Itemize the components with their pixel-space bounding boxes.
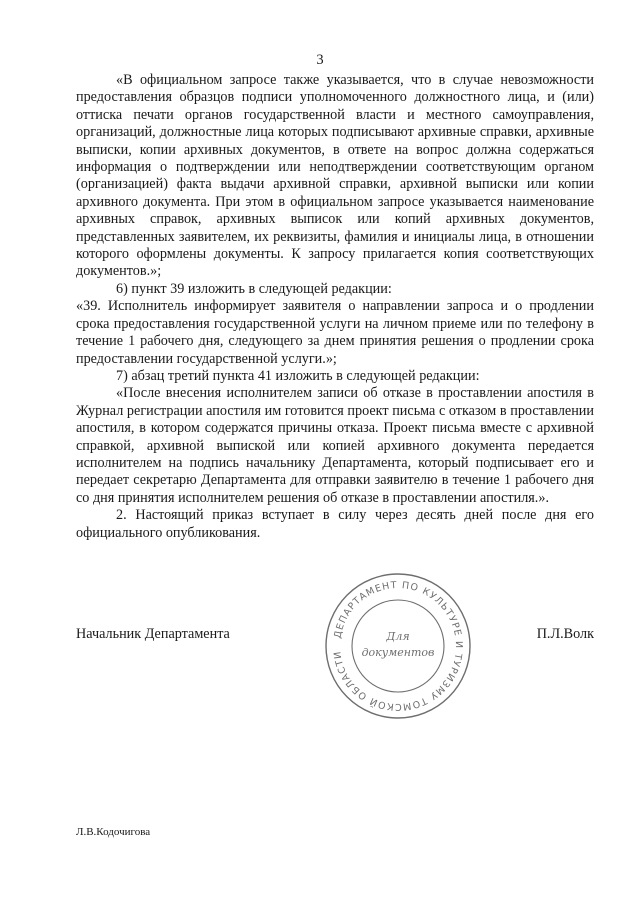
stamp-center-line-1: Для <box>386 630 410 643</box>
stamp-center-line-2: документов <box>361 646 435 659</box>
footer-author: Л.В.Кодочигова <box>76 826 151 838</box>
paragraph-official-request: «В официальном запросе также указывается, что в случае невозможности предоставления образцов подписи уполномоченного должностного лица, и (или) оттиска печати органов государственной власти и местного самоуправления, организаций, должностные лица которых подписывают архивные справки, архивные выписки, копии архивных документов, в ответе на вопрос должна содержаться информация о подтверждении или неподтверждении соответствующим органом (организацией) факта выдачи архивной справки, архивной выписки или копии архивного документа. При этом в официальном запросе указывается наименование архивных справок, архивных выписок или копий архивных документов, представленных заявителем, их реквизиты, фамилия и инициалы лица, в отношении которого оформлены документы. К запросу прилагается копия соответствующих документов.»; <box>76 72 594 280</box>
paragraph-item-7: 7) абзац третий пункта 41 изложить в следующей редакции: <box>116 367 480 384</box>
paragraph-clause-39: «39. Исполнитель информирует заявителя о направлении запроса и о продлении срока предоставления государственной услуги на личном приеме или по телефону в течение 1 рабочего дня, следующего за днем принятия решения о продлении срока предоставлении государственной услуги.»; <box>76 298 594 367</box>
document-body <box>76 72 594 542</box>
stamp-ring-text: ДЕПАРТАМЕНТ ПО КУЛЬТУРЕ И ТУРИЗМУ ТОМСКОЙ ОБЛАСТИ <box>332 579 465 713</box>
signer-name: П.Л.Волк <box>536 626 594 642</box>
signer-title: Начальник Департамента <box>76 626 230 642</box>
paragraph-effective-date: 2. Настоящий приказ вступает в силу через десять дней после дня его официального опубликования. <box>76 507 594 541</box>
paragraph-apostille-refusal: «После внесения исполнителем записи об отказе в проставлении апостиля в Журнал регистрации апостиля им готовится проект письма с отказом в проставлении апостиля, в котором содержатся причины отказа. Проект письма вместе с архивной справкой, архивной выпиской или копией архивного документа передается исполнителем на подпись начальнику Департамента, который подписывает его и передает секретарю Департамента для отправки заявителю в течение 1 рабочего дня со дня принятия исполнителем решения об отказе в проставлении апостиля.». <box>76 385 594 506</box>
paragraph-item-6: 6) пункт 39 изложить в следующей редакции: <box>116 280 392 297</box>
page-number: 3 <box>316 52 324 68</box>
official-stamp <box>320 568 476 724</box>
